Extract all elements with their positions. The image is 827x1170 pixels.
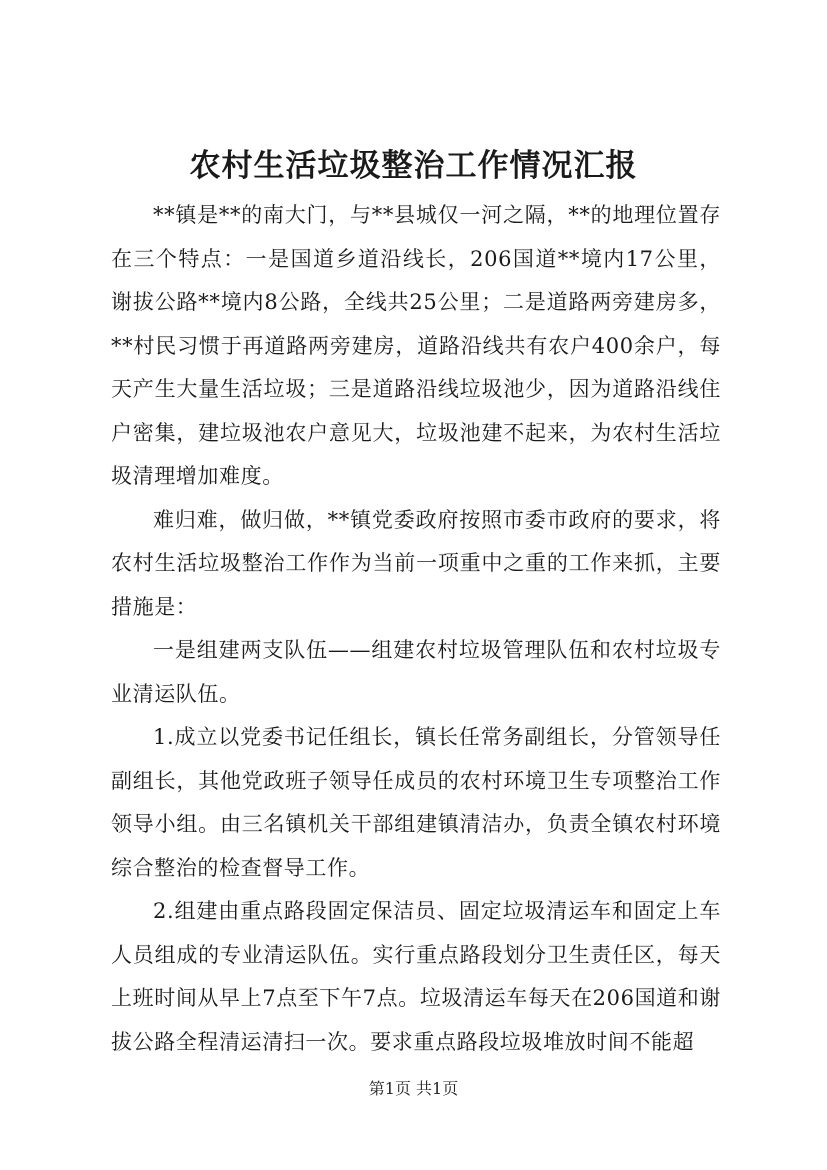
paragraph-3: 一是组建两支队伍——组建农村垃圾管理队伍和农村垃圾专业清运队伍。 [111, 638, 721, 706]
paragraph-4: 1.成立以党委书记任组长，镇长任常务副组长，分管领导任副组长，其他党政班子领导任成员的农村环境卫生专项整治工作领导小组。由三名镇机关干部组建镇清洁办，负责全镇农村环境综合整治的检查督导工作。 [111, 725, 721, 880]
paragraph-2: 难归难，做归做，**镇党委政府按照市委市政府的要求，将农村生活垃圾整治工作作为当前一项重中之重的工作来抓，主要措施是： [111, 507, 721, 619]
document-title: 农村生活垃圾整治工作情况汇报 [189, 148, 638, 184]
document-body [111, 194, 721, 1064]
paragraph-1: **镇是**的南大门，与**县城仅一河之隔，**的地理位置存在三个特点：一是国道乡道沿线长，206国道**境内17公里，谢拔公路**境内8公路，全线共25公里；二是道路两旁建房多，**村民习惯于再道路两旁建房，道路沿线共有农户400余户，每天产生大量生活垃圾；三是道路沿线垃圾池少，因为道路沿线住户密集，建垃圾池农户意见大，垃圾池建不起来，为农村生活垃圾清理增加难度。 [111, 203, 721, 488]
paragraph-5: 2.组建由重点路段固定保洁员、固定垃圾清运车和固定上车人员组成的专业清运队伍。实行重点路段划分卫生责任区，每天上班时间从早上7点至下午7点。垃圾清运车每天在206国道和谢拔公路全程清运清扫一次。要求重点路段垃圾堆放时间不能超 [111, 899, 721, 1054]
page-footer: 第1页 共1页 [368, 1079, 459, 1098]
